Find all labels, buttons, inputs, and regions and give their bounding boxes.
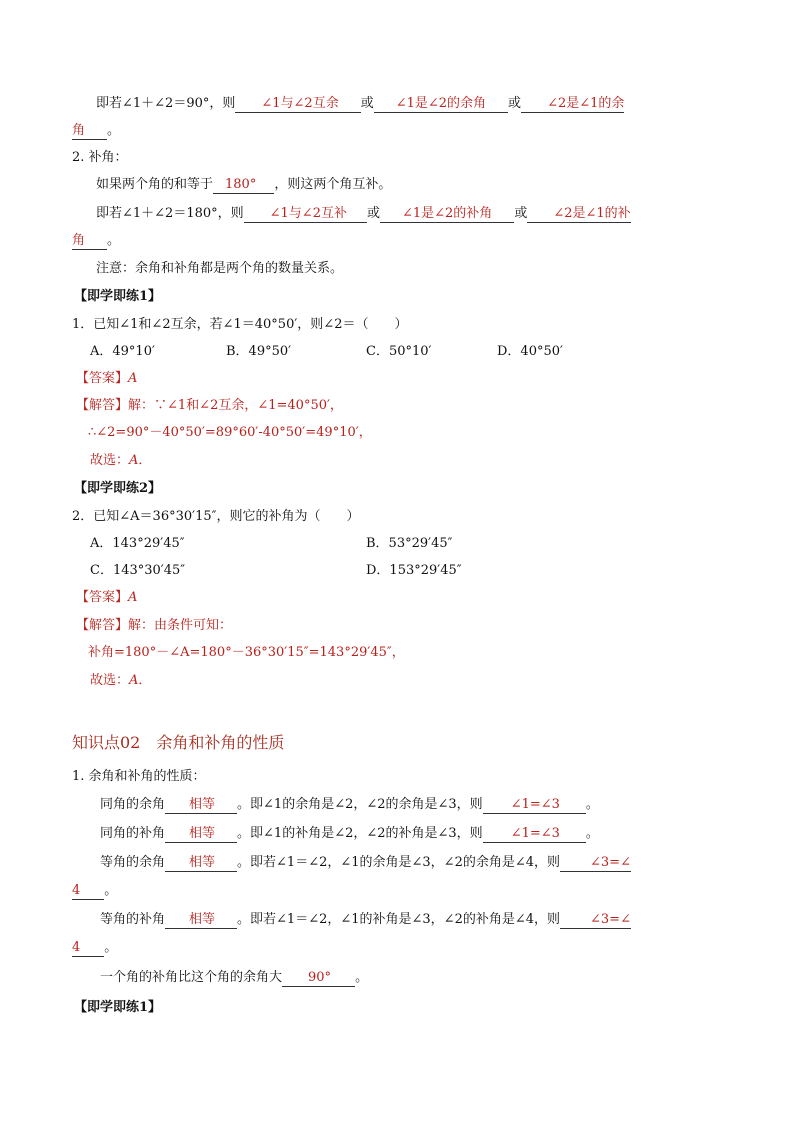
fill-blank: 180° [213,177,274,194]
supplement-heading: 2. 补角： [72,150,128,165]
answer-line [76,588,137,608]
property-heading: 1. 余角和补角的性质： [72,769,206,784]
text: 。即若∠1＝∠2，∠1的补角是∠3，∠2的补角是∠4，则 [237,912,561,927]
text: 。即若∠1＝∠2，∠1的余角是∠3，∠2的余角是∠4，则 [237,855,561,870]
note: 注意：余角和补角都是两个角的数量关系。 [96,261,344,276]
property-line-cont [72,938,117,958]
fill-blank: ∠1与∠2互补 [244,206,367,223]
text: 。 [585,826,599,841]
solution-line [90,451,151,471]
solution-text: 解：∵∠1和∠2互余，∠1=40°50′， [128,398,343,413]
text: A [129,673,139,688]
solution-line: 补角=180°－∠A=180°－36°30′15″=143°29′45″， [88,645,405,660]
option-d: D．153°29′45″ [366,563,462,578]
solution-line: ∴∠2=90°－40°50′=89°60′-40°50′=49°10′， [88,425,372,440]
text: 。即∠1的余角是∠2，∠2的余角是∠3，则 [237,797,483,812]
fill-blank: 角 [72,123,107,140]
practice-title: 【即学即练2】 [74,481,162,496]
answer-label: 【答案】 [76,371,129,386]
complement-definition-line [96,94,624,114]
text: 。 [104,883,118,898]
solution-text: 解：由条件可知： [128,618,233,633]
text: 。 [104,940,118,955]
property-line [100,968,368,988]
fill-blank: 相等 [165,912,237,929]
practice-title: 【即学即练1】 [74,1000,162,1015]
option-b: B．53°29′45″ [366,536,453,551]
property-line-cont [72,881,117,901]
text: 或 [514,206,528,221]
supplement-definition-line-cont [72,231,120,251]
fill-blank: ∠1=∠3 [483,797,586,814]
text: 即若∠1＋∠2＝180°，则 [96,206,244,221]
supplement-definition [96,175,391,195]
answer-line [76,369,137,389]
text: 。即∠1的补角是∠2，∠2的补角是∠3，则 [237,826,483,841]
option-a: A．49°10′ [90,344,155,359]
fill-blank: ∠1与∠2互余 [235,96,360,113]
text: 或 [360,96,374,111]
option-c: C．50°10′ [366,344,432,359]
text: 等角的余角 [100,855,166,870]
option-d: D．40°50′ [497,344,563,359]
option-c: C．143°30′45″ [90,563,186,578]
property-line [100,853,631,873]
fill-blank: ∠2是∠1的补 [527,206,630,223]
fill-blank: 角 [72,233,107,250]
question: 1．已知∠1和∠2互余，若∠1＝40°50′，则∠2＝（ ） [72,317,408,332]
solution-line [76,616,232,636]
text: 。 [107,233,121,248]
text: 即若∠1＋∠2＝90°，则 [96,96,236,111]
text: ，则这两个角互补。 [274,177,392,192]
text: 或 [366,206,380,221]
fill-blank: ∠1是∠2的补角 [380,206,514,223]
text: A [129,453,139,468]
text: 。 [107,123,121,138]
answer-value: A [128,590,138,605]
text: 。 [585,797,599,812]
text: 或 [508,96,522,111]
question: 2．已知∠A＝36°30′15″，则它的补角为（ ） [72,509,360,524]
answer-label: 【答案】 [76,590,129,605]
solution-label: 【解答】 [76,398,129,413]
solution-line [76,396,343,416]
property-line [100,824,599,844]
complement-definition-line-cont [72,121,120,141]
text: ． [138,673,152,688]
fill-blank: ∠3=∠ [560,912,631,929]
property-line [100,795,599,815]
text: 同角的补角 [100,826,166,841]
solution-line [90,671,151,691]
fill-blank: ∠1=∠3 [483,826,586,843]
text: 。 [355,970,369,985]
fill-blank: ∠3=∠ [560,855,631,872]
fill-blank: 4 [72,883,104,900]
text: 如果两个角的和等于 [96,177,214,192]
supplement-definition-line [96,204,631,224]
section-heading: 知识点02 余角和补角的性质 [72,733,285,752]
text: 同角的余角 [100,797,166,812]
fill-blank: 90° [282,970,355,987]
practice-title: 【即学即练1】 [74,289,162,304]
fill-blank: 4 [72,940,104,957]
fill-blank: 相等 [165,797,237,814]
answer-value: A [128,371,138,386]
option-a: A．143°29′45″ [90,536,185,551]
text: 等角的补角 [100,912,166,927]
text: 故选： [90,673,130,688]
property-line [100,910,631,930]
solution-label: 【解答】 [76,618,129,633]
fill-blank: 相等 [165,826,237,843]
text: ． [138,453,152,468]
fill-blank: ∠2是∠1的余 [521,96,624,113]
option-b: B．49°50′ [226,344,292,359]
text: 故选： [90,453,130,468]
fill-blank: ∠1是∠2的余角 [374,96,508,113]
fill-blank: 相等 [165,855,237,872]
text: 一个角的补角比这个角的余角大 [100,970,283,985]
